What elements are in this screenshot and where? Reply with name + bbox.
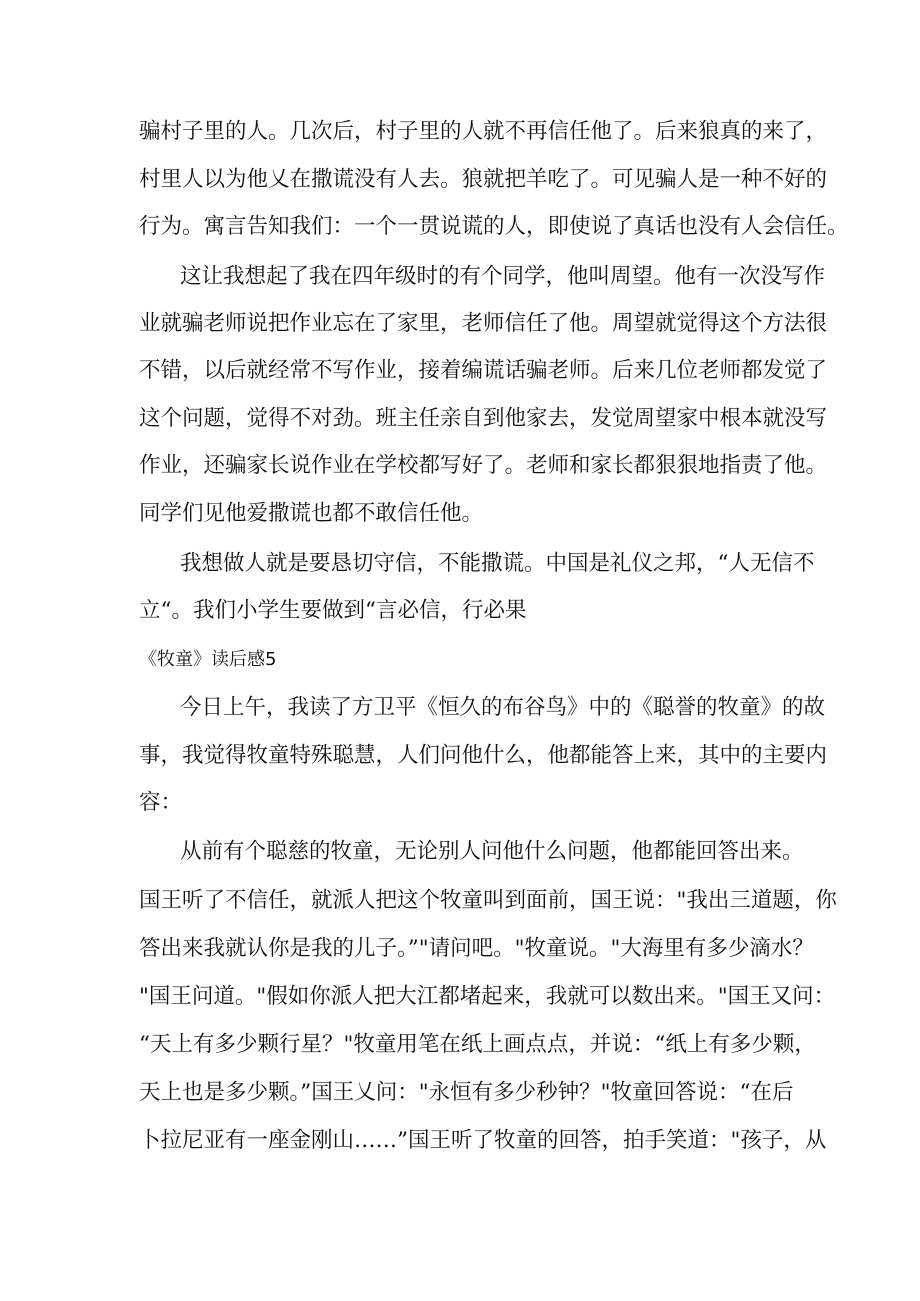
paragraph-line: 天上也是多少颗。”国王乂问："永恒有多少秒钟？"牧童回答说：“在后: [139, 1080, 794, 1105]
paragraph-line: “天上有多少颗行星？"牧童用笔在纸上画点点，并说：“纸上有多少颗，: [139, 1032, 816, 1057]
section-heading: 《牧童》读后感5: [139, 649, 277, 670]
paragraph-line: 这个问题，觉得不对劲。班主任亲自到他家去，发觉周望家中根本就没写: [139, 406, 828, 431]
paragraph-line: 我想做人就是要恳切守信，不能撒谎。中国是礼仪之邦，“人无信不: [180, 551, 815, 576]
paragraph-line: 卜拉尼亚有一座金刚山……”国王听了牧童的回答，拍手笑道："孩子，从: [139, 1128, 827, 1153]
paragraph-line: 答出来我就认你是我的儿子。”"请问吧。"牧童说。"大海里有多少滴水？: [139, 936, 814, 961]
paragraph-line: 国王听了不信任，就派人把这个牧童叫到面前，国王说："我出三道题，你: [139, 888, 837, 913]
paragraph-line: 作业，还骗家长说作业在学校都写好了。老师和家长都狠狠地指责了他。: [139, 453, 828, 478]
paragraph-line: 立“。我们小学生要做到“言必信，行必果: [139, 598, 527, 623]
paragraph-line: 同学们见他爱撒谎也都不敢信任他。: [139, 501, 484, 526]
paragraph-line: 村里人以为他乂在撒谎没有人去。狼就把羊吃了。可见骗人是一种不好的: [139, 167, 828, 192]
paragraph-line: 事，我觉得牧童特殊聪慧，人们问他什么，他都能答上来，其中的主要内: [139, 743, 828, 768]
paragraph-line: 这让我想起了我在四年级时的有个同学，他叫周望。他有一次没写作: [180, 264, 826, 289]
paragraph-line: 不错，以后就经常不写作业，接着编谎话骗老师。后来几位老师都发觉了: [139, 358, 828, 383]
paragraph-line: 从前有个聪慈的牧童，无论别人问他什么问题，他都能回答出来。: [180, 839, 804, 864]
paragraph-line: 容：: [139, 790, 183, 815]
paragraph-line: 骗村子里的人。几次后，村子里的人就不再信任他了。后来狼真的来了，: [139, 119, 828, 144]
paragraph-line: "国王问道。"假如你派人把大江都堵起来，我就可以数出来。"国王又问：: [139, 984, 836, 1009]
paragraph-line: 行为。寓言告知我们：一个一贯说谎的人，即使说了真话也没有人会信任。: [139, 214, 849, 239]
paragraph-line: 业就骗老师说把作业忘在了家里，老师信任了他。周望就觉得这个方法很: [139, 311, 828, 336]
paragraph-line: 今日上午，我读了方卫平《恒久的布谷鸟》中的《聪誉的牧童》的故: [180, 695, 826, 720]
